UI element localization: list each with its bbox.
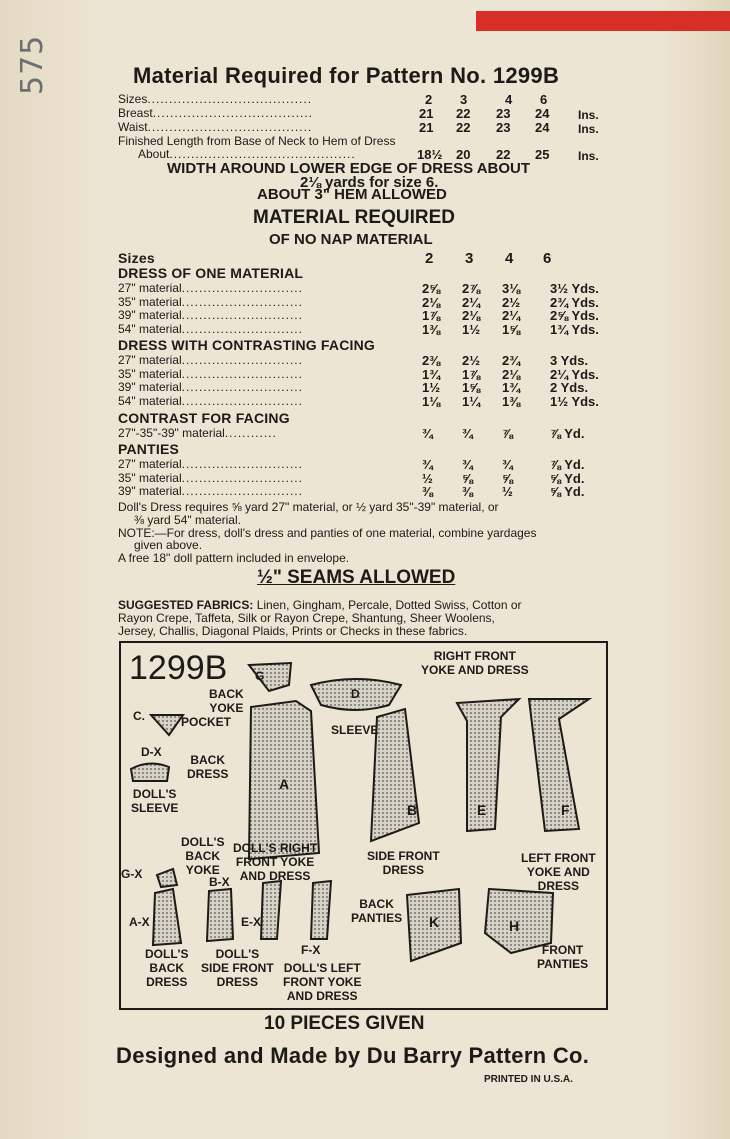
waist-unit: Ins. <box>578 122 599 136</box>
stamp-number: 575 <box>15 34 50 95</box>
letter-b: B <box>407 802 418 818</box>
letter-h: H <box>509 918 520 934</box>
yardage-value: 1⅜ <box>502 393 521 409</box>
yardage-value: 2 Yds. <box>550 380 589 395</box>
waist-value: 24 <box>535 120 550 135</box>
size-header: 4 <box>505 250 514 267</box>
seams-allowed: ½" SEAMS ALLOWED <box>257 567 456 588</box>
piece-c-pocket <box>151 715 183 735</box>
label-back-yoke: BACK YOKE <box>209 687 244 715</box>
breast-value: 24 <box>535 106 550 121</box>
breast-unit: Ins. <box>578 108 599 122</box>
doll-note-2: ⅜ yard 54" material. <box>134 513 241 527</box>
yardage-value: 1⅜ <box>422 321 441 337</box>
maker-line: Designed and Made by Du Barry Pattern Co. <box>116 1043 590 1068</box>
yardage-value: 1½ <box>422 380 441 395</box>
letter-e: E <box>477 802 487 818</box>
label-back-dress: BACK DRESS <box>187 753 229 781</box>
breast-label: Breast <box>118 106 153 120</box>
letter-g: G <box>255 669 265 683</box>
pieces-given: 10 PIECES GIVEN <box>264 1013 425 1034</box>
label-dolls-right-front: DOLL'S RIGHT FRONT YOKE AND DRESS <box>233 841 318 883</box>
waist-value: 22 <box>456 120 471 135</box>
width-line-1: WIDTH AROUND LOWER EDGE OF DRESS ABOUT <box>167 160 531 177</box>
no-nap-heading: OF NO NAP MATERIAL <box>269 231 433 248</box>
yardage-value: 1⅛ <box>422 393 441 409</box>
yardage-value: 2⅛ <box>422 294 441 310</box>
yardage-value: ½ <box>422 470 433 486</box>
section-heading: DRESS WITH CONTRASTING FACING <box>118 337 376 353</box>
material-heading: MATERIAL REQUIRED <box>253 207 455 228</box>
yardage-value: ¾ <box>462 457 473 472</box>
size-header: 2 <box>425 250 434 267</box>
material-row-label: 39" material............................ <box>118 484 303 498</box>
waist-value: 23 <box>496 120 511 135</box>
piece-bx <box>207 889 233 941</box>
yardage-value: ⅜ <box>422 484 433 499</box>
yardage-value: 3½ Yds. <box>550 281 599 296</box>
fabrics-line-2: Rayon Crepe, Taffeta, Silk or Rayon Crepe, Shantung, Sheer Woolens, <box>118 611 495 625</box>
red-tape-strip <box>476 11 730 31</box>
yardage-value: 2⅛ <box>462 308 481 323</box>
yardage-value: 2⅝ Yds. <box>550 308 599 323</box>
yardage-value: 3 Yds. <box>550 353 589 368</box>
letter-bx: B-X <box>209 875 230 889</box>
yardage-value: 1⅞ <box>462 366 481 382</box>
yardage-value: ½ <box>502 484 513 499</box>
label-sleeve: SLEEVE <box>331 723 379 737</box>
width-line-3: ABOUT 3" HEM ALLOWED <box>257 186 447 203</box>
yardage-value: ⅞ Yd. <box>550 426 585 441</box>
yardage-value: ⅞ Yd. <box>550 457 585 472</box>
letter-dx: D-X <box>141 745 162 759</box>
label-dolls-side-front: DOLL'S SIDE FRONT DRESS <box>201 947 274 989</box>
yardage-value: 1⅝ <box>462 380 481 395</box>
yardage-value: 2⅛ <box>502 366 521 382</box>
yardage-value: 1½ <box>462 321 481 337</box>
yardage-value: 2⅝ <box>422 281 441 296</box>
fabrics-label: SUGGESTED FABRICS: <box>118 598 254 612</box>
material-row-label: 35" material............................ <box>118 294 303 309</box>
sizes-label: Sizes <box>118 92 148 106</box>
sizes-row-label: Sizes <box>118 250 155 266</box>
note-1: NOTE:—For dress, doll's dress and panties of one material, combine yardages <box>118 526 537 540</box>
letter-ex: E-X <box>241 915 262 929</box>
yardage-value: 2¾ Yds. <box>550 294 599 310</box>
label-pocket: POCKET <box>181 715 232 729</box>
size-header: 6 <box>543 250 552 267</box>
note-3: A free 18" doll pattern included in envelope. <box>118 551 350 565</box>
breast-value: 23 <box>496 106 511 121</box>
right-flap <box>660 0 730 1139</box>
section-heading: PANTIES <box>118 441 180 457</box>
size-value: 4 <box>505 92 513 107</box>
size-header: 3 <box>465 250 474 267</box>
length-value: 25 <box>535 147 550 162</box>
fabrics-line-3: Jersey, Challis, Diagonal Plaids, Prints or Checks in these fabrics. <box>118 624 468 638</box>
length-value: 22 <box>496 147 511 162</box>
yardage-value: 3⅛ <box>502 281 521 296</box>
yardage-value: ⅝ <box>462 470 473 486</box>
label-back-panties: BACK PANTIES <box>351 897 403 925</box>
yardage-value: ¾ <box>462 426 473 441</box>
yardage-value: ¾ <box>502 457 513 472</box>
letter-fx: F-X <box>301 943 321 957</box>
letter-c: C. <box>133 709 145 723</box>
yardage-value: ⅜ <box>462 484 473 499</box>
label-dolls-back-yoke: DOLL'S BACK YOKE <box>181 835 225 877</box>
material-row-label: 35" material............................ <box>118 366 303 381</box>
note-2: given above. <box>134 538 203 552</box>
yardage-value: 2¼ Yds. <box>550 366 599 382</box>
doll-note-1: Doll's Dress requires ⅝ yard 27" material, or ½ yard 35"-39" material, or <box>118 500 499 514</box>
waist-label: Waist <box>118 120 148 134</box>
yardage-value: ⅞ <box>502 426 513 441</box>
label-front-panties: FRONT PANTIES <box>537 943 589 971</box>
yardage-value: 1¼ <box>462 393 481 409</box>
label-dolls-left-front: DOLL'S LEFT FRONT YOKE AND DRESS <box>283 961 362 1003</box>
letter-a: A <box>279 776 290 792</box>
fabrics-line-1: Linen, Gingham, Percale, Dotted Swiss, Cotton or <box>256 598 522 612</box>
piece-ex <box>261 881 281 939</box>
yardage-value: 2⅞ <box>462 281 481 296</box>
yardage-value: ¾ <box>422 457 433 472</box>
material-row-label: 35" material............................ <box>118 470 303 485</box>
letter-d: D <box>351 687 360 701</box>
yardage-value: 2¾ <box>502 353 521 368</box>
yardage-value: ⅝ Yd. <box>550 470 585 486</box>
about-label: About <box>138 147 170 161</box>
material-row-label: 39" material............................ <box>118 308 303 322</box>
label-left-front: LEFT FRONT YOKE AND DRESS <box>521 851 596 893</box>
yardage-value: ¾ <box>422 426 433 441</box>
letter-f: F <box>561 802 570 818</box>
material-row-label: 39" material............................ <box>118 380 303 394</box>
yardage-value: 2½ <box>462 353 481 368</box>
material-row-label: 27" material............................ <box>118 457 303 471</box>
yardage-value: 1¾ Yds. <box>550 321 599 337</box>
yardage-value: 1⅞ <box>422 308 441 323</box>
pieces-svg <box>121 643 606 1008</box>
material-row-label: 27" material............................ <box>118 353 303 367</box>
section-heading: CONTRAST FOR FACING <box>118 410 290 426</box>
size-value: 3 <box>460 92 468 107</box>
piece-gx <box>157 869 177 887</box>
piece-dx-dolls-sleeve <box>131 763 169 781</box>
length-value: 18½ <box>417 147 443 162</box>
letter-gx: G-X <box>121 867 143 881</box>
waist-value: 21 <box>419 120 434 135</box>
yardage-value: ⅝ Yd. <box>550 484 585 499</box>
yardage-value: 2¼ <box>502 308 521 323</box>
breast-value: 22 <box>456 106 471 121</box>
pattern-pieces-diagram <box>119 641 608 1010</box>
yardage-value: ⅝ <box>502 470 513 486</box>
label-right-front: RIGHT FRONT YOKE AND DRESS <box>421 649 529 677</box>
page-title: Material Required for Pattern No. 1299B <box>133 63 560 88</box>
size-value: 6 <box>540 92 548 107</box>
piece-f-left-front <box>529 699 589 831</box>
label-side-front: SIDE FRONT DRESS <box>367 849 440 877</box>
yardage-value: 2½ <box>502 294 521 310</box>
yardage-value: 1½ Yds. <box>550 393 599 409</box>
length-value: 20 <box>456 147 471 162</box>
yardage-value: 1⅝ <box>502 321 521 337</box>
label-dolls-back-dress: DOLL'S BACK DRESS <box>145 947 189 989</box>
yardage-value: 2¼ <box>462 294 481 310</box>
letter-ax: A-X <box>129 915 150 929</box>
material-row-label: 27" material............................ <box>118 281 303 295</box>
section-heading: DRESS OF ONE MATERIAL <box>118 265 304 281</box>
yardage-value: 2⅜ <box>422 353 441 368</box>
piece-e-right-front <box>457 699 519 831</box>
width-line-2: 2⅛ yards for size 6. <box>300 174 439 191</box>
pattern-number: 1299B <box>129 649 228 687</box>
length-unit: Ins. <box>578 149 599 163</box>
yardage-value: 1¾ <box>502 380 521 395</box>
material-row-label: 54" material............................ <box>118 321 303 336</box>
length-label: Finished Length from Base of Neck to Hem of Dress <box>118 134 396 148</box>
material-row-label: 27"-35"-39" material............ <box>118 426 277 440</box>
printed-in: PRINTED IN U.S.A. <box>484 1074 573 1085</box>
yardage-value: 1¾ <box>422 366 441 382</box>
size-value: 2 <box>425 92 433 107</box>
left-flap <box>0 0 100 1139</box>
breast-value: 21 <box>419 106 434 121</box>
letter-k: K <box>429 914 440 930</box>
material-row-label: 54" material............................ <box>118 393 303 408</box>
envelope-back: 575 Material Required for Pattern No. 1299B Sizes...................................... 2 3 4 6 Breast..................................... 21 22 23 24 Ins. Waist...................................... 21 22 23 24 Ins. Finished Length from Base of Neck to Hem of Dress About........................................... 18½ 20 22 25 Ins. WIDTH AROUND LOWER EDGE OF DRESS ABOUT 2⅛ yards for size 6. ABOUT 3" HEM ALLOWED MATERIAL REQUIRED OF NO NAP MATERIAL Sizes 2 3 4 6 DRESS OF ONE MATERIAL 27" material............................ 2⅝ 2⅞ 3⅛ 3½ Yds. 35" material............................ 2⅛ 2¼ 2½ 2¾ Yds. 39" material............................ 1⅞ 2⅛ 2¼ 2⅝ Yds. 54" material............................ 1⅜ 1½ 1⅝ 1¾ Yds. DRESS WITH CONTRASTING FACING 27" material............................ 2⅜ 2½ 2¾ 3 Yds. 35" material............................ 1¾ 1⅞ 2⅛ 2¼ Yds. 39" material............................ 1½ 1⅝ 1¾ 2 Yds. 54" material............................ 1⅛ 1¼ 1⅜ 1½ Yds. CONTRAST FOR FACING 27"-35"-39" material............ ¾ ¾ ⅞ ⅞ Yd. PANTIES 27" material............................ ¾ ¾ ¾ ⅞ Yd. 35" material............................ ½ ⅝ ⅝ ⅝ Yd. 39" material............................ ⅜ ⅜ ½ ⅝ Yd. Doll's Dress requires ⅝ yard 27" material, or ½ yard 35"-39" material, or ⅜ yard 54" material. NOTE:—For dress, doll's dress and panties of one material, combine yardages given above. A free 18" doll pattern included in envelope. ½" SEAMS ALLOWED SUGGESTED FABRICS: Linen, Gingham, Percale, Dotted Swiss, Cotton or Rayon Crepe, Taffeta, Silk or Rayon Crepe, Shantung, Sheer Woolens, Jersey, Challis, Diagonal Plaids, Prints or Checks in these fabrics. 1299B G BACK YOKE D C. POCKET SLEEVE D-X BACK DRESS A DOLL'S SLEEVE RIGHT FRONT YOKE AND DRESS B E F SIDE FRONT DRESS LEFT FRONT YOKE AND DRESS DOLL'S BACK YOKE DOLL'S RIGHT FRONT YOKE AND DRESS G-X B-X A-X E-X F-X BACK PANTIES K H FRONT PANTIES DOLL'S BACK DRESS DOLL'S SIDE FRONT DRESS DOLL'S LEFT FRONT YOKE AND DRESS 10 PIECES GIVEN Designed and Made by Du Barry Pattern Co. PRINTED IN U.S.A. <box>0 0 730 1139</box>
piece-ax <box>153 889 181 945</box>
piece-fx <box>311 881 331 939</box>
label-dolls-sleeve: DOLL'S SLEEVE <box>131 787 179 815</box>
